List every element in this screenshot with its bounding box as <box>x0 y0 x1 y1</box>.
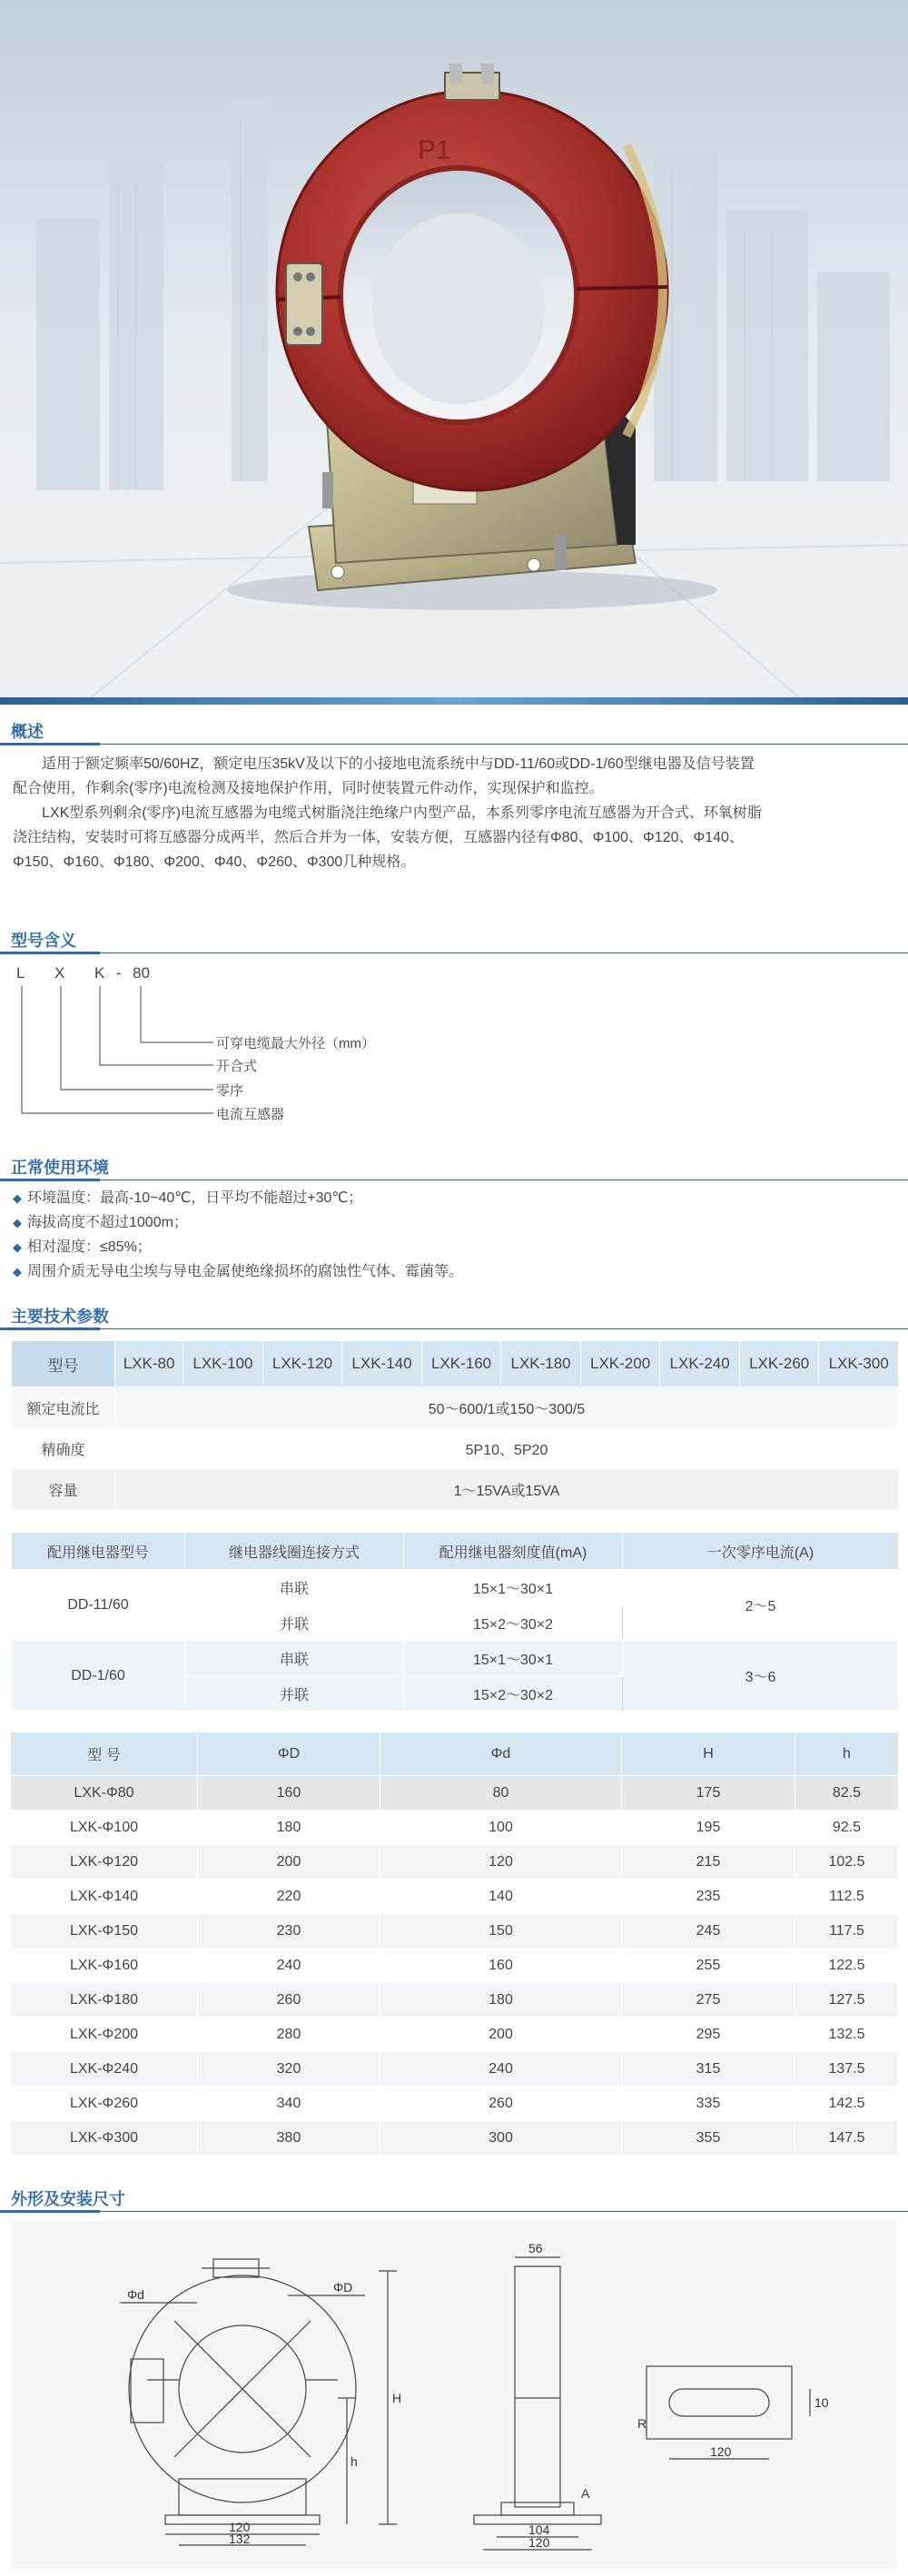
label-side-104: 104 <box>528 2522 550 2537</box>
dimension-cell: 335 <box>622 2087 795 2121</box>
model-letter-x: X <box>54 964 65 982</box>
dimension-cell: 180 <box>380 1983 622 2018</box>
overview-line: 配合使用，作剩余(零序)电流检测及接地保护作用，同时使装置元件动作，实现保护和监控。 <box>13 781 604 796</box>
dimension-cell: LXK-Φ260 <box>11 2087 198 2121</box>
model-letter-k: K <box>94 964 105 982</box>
section-divider <box>0 1179 908 1180</box>
technical-drawing <box>11 2221 897 2569</box>
dimension-cell: 150 <box>380 1914 622 1949</box>
section-divider <box>0 2211 908 2212</box>
dimension-cell: 240 <box>198 1949 380 1983</box>
relay-connection-cell: 并联 <box>185 1605 404 1641</box>
spec-table-header-row <box>12 1341 899 1387</box>
dimension-cell: 160 <box>380 1949 622 1983</box>
dimension-cell: 122.5 <box>795 1949 899 1983</box>
dimension-cell: 260 <box>380 2087 622 2121</box>
dimension-cell: 180 <box>198 1811 380 1845</box>
overview-paragraph-1 <box>13 752 898 801</box>
dimension-table-header-row <box>11 1732 899 1776</box>
section-title-specs: 主要技术参数 <box>11 1308 109 1326</box>
dimension-cell: 340 <box>198 2087 380 2121</box>
model-letter-l: L <box>16 964 25 982</box>
dimension-cell: LXK-Φ180 <box>11 1983 198 2018</box>
dimension-cell: 140 <box>380 1880 622 1914</box>
relay-scale-cell: 15×1～30×1 <box>404 1641 623 1676</box>
relay-row <box>12 1570 899 1605</box>
overview-line: Φ150、Φ160、Φ180、Φ200、Φ40、Φ260、Φ300几种规格。 <box>13 854 416 870</box>
dimension-table-body <box>11 1776 899 2156</box>
dimension-cell: 147.5 <box>795 2121 899 2156</box>
spec-ratio-value: 50～600/1或150～300/5 <box>115 1387 899 1428</box>
dimension-cell: LXK-Φ240 <box>11 2052 198 2087</box>
dimension-row <box>11 1914 899 1949</box>
dimension-cell: 240 <box>380 2052 622 2087</box>
environment-list <box>13 1186 463 1284</box>
dimension-cell: 255 <box>622 1949 795 1983</box>
relay-scale-cell: 15×2～30×2 <box>404 1605 623 1641</box>
relay-scale-cell: 15×1～30×1 <box>404 1570 623 1605</box>
section-title-model-meaning: 型号含义 <box>11 932 76 950</box>
relay-scale-cell: 15×2～30×2 <box>404 1676 623 1712</box>
spec-model-cell: LXK-200 <box>580 1341 660 1387</box>
dimension-cell: LXK-Φ150 <box>11 1914 198 1949</box>
relay-row <box>12 1641 899 1676</box>
section-title-overview: 概述 <box>11 723 44 741</box>
dimension-cell: 142.5 <box>795 2087 899 2121</box>
label-H: H <box>392 2391 402 2405</box>
plate-marking: P1 <box>418 135 451 165</box>
dimension-cell: 200 <box>198 1845 380 1880</box>
model-desc-zero-sequence: 零序 <box>216 1083 244 1099</box>
spec-model-cell: LXK-120 <box>262 1341 342 1387</box>
section-title-dimensions: 外形及安装尺寸 <box>11 2190 125 2208</box>
label-side-56: 56 <box>528 2241 543 2255</box>
overview-line: 适用于额定频率50/60HZ，额定电压35kV及以下的小接地电流系统中与DD-11/60或DD-1/60型继电器及信号装置 <box>42 756 755 772</box>
model-desc-current-transformer: 电流互感器 <box>216 1107 285 1122</box>
dimension-cell: 315 <box>622 2052 795 2087</box>
model-code-diagram <box>0 961 545 1142</box>
spec-row-accuracy <box>12 1428 899 1469</box>
dimension-cell: 112.5 <box>795 1880 899 1914</box>
label-phi-d: Φd <box>127 2287 144 2302</box>
relay-model-cell: DD-1/60 <box>12 1641 185 1712</box>
dimension-cell: 92.5 <box>795 1811 899 1845</box>
overview-line: LXK型系列剩余(零序)电流互感器为电缆式树脂浇注绝缘户内型产品，本系列零序电流互感器为开合式、环氧树脂 <box>42 805 762 821</box>
hero-divider <box>0 697 908 705</box>
relay-header-cell: 配用继电器型号 <box>12 1533 185 1570</box>
spec-model-cell: LXK-140 <box>342 1341 422 1387</box>
dimension-row <box>11 1983 899 2018</box>
dimension-table <box>11 1732 899 2156</box>
spec-model-cell: LXK-160 <box>421 1341 501 1387</box>
relay-current-cell: 2～5 <box>623 1570 899 1641</box>
label-side-A: A <box>581 2486 590 2501</box>
dimension-cell: 175 <box>622 1776 795 1811</box>
dimension-cell: 100 <box>380 1811 622 1845</box>
label-h: h <box>350 2454 358 2469</box>
environment-item: ◆ 海拔高度不超过1000m； <box>13 1210 463 1235</box>
dimension-cell: LXK-Φ120 <box>11 1845 198 1880</box>
dimension-cell: LXK-Φ200 <box>11 2018 198 2052</box>
dimension-cell: 80 <box>380 1776 622 1811</box>
dimension-cell: 117.5 <box>795 1914 899 1949</box>
spec-row-capacity <box>12 1469 899 1510</box>
label-width-120: 120 <box>229 2520 251 2534</box>
spec-model-cell: LXK-260 <box>739 1341 819 1387</box>
dimension-cell: 102.5 <box>795 1845 899 1880</box>
dimension-cell: 230 <box>198 1914 380 1949</box>
dimension-cell: 200 <box>380 2018 622 2052</box>
hero-product-photo <box>0 0 908 697</box>
spec-model-cell: LXK-100 <box>183 1341 263 1387</box>
model-desc-diameter: 可穿电缆最大外径（mm） <box>216 1036 375 1051</box>
dimension-cell: LXK-Φ80 <box>11 1776 198 1811</box>
model-number: 80 <box>133 964 150 982</box>
dimension-cell: LXK-Φ100 <box>11 1811 198 1845</box>
environment-item: ◆ 相对湿度：≤85%； <box>13 1235 463 1259</box>
transformer-illustration <box>0 0 908 697</box>
dimension-cell: 132.5 <box>795 2018 899 2052</box>
dimension-cell: 380 <box>198 2121 380 2156</box>
dimension-cell: 220 <box>198 1880 380 1914</box>
model-desc-split: 开合式 <box>216 1059 258 1074</box>
dimension-cell: LXK-Φ140 <box>11 1880 198 1914</box>
spec-model-cell: LXK-300 <box>819 1341 899 1387</box>
spec-accuracy-value: 5P10、5P20 <box>115 1428 899 1469</box>
dimension-cell: 160 <box>198 1776 380 1811</box>
dimension-header-cell: ΦD <box>198 1732 380 1776</box>
label-slot-R: R <box>637 2416 647 2431</box>
relay-current-cell: 3～6 <box>623 1641 899 1712</box>
label-side-120: 120 <box>528 2535 550 2550</box>
dimension-cell: 137.5 <box>795 2052 899 2087</box>
spec-model-label: 型号 <box>12 1341 115 1387</box>
dimension-cell: 195 <box>622 1811 795 1845</box>
spec-capacity-label: 容量 <box>12 1469 115 1510</box>
relay-header-cell: 继电器线圈连接方式 <box>185 1533 404 1570</box>
spec-model-cell: LXK-180 <box>501 1341 581 1387</box>
spec-table <box>11 1340 899 1510</box>
spec-capacity-value: 1～15VA或15VA <box>115 1469 899 1510</box>
dimension-cell: 235 <box>622 1880 795 1914</box>
spec-row-ratio <box>12 1387 899 1428</box>
spec-ratio-label: 额定电流比 <box>12 1387 115 1428</box>
section-title-environment: 正常使用环境 <box>11 1159 109 1177</box>
dimension-row <box>11 1811 899 1845</box>
dimension-cell: 245 <box>622 1914 795 1949</box>
relay-table <box>11 1532 899 1712</box>
dimension-cell: 295 <box>622 2018 795 2052</box>
section-divider <box>0 744 908 745</box>
dimension-row <box>11 2087 899 2121</box>
dimension-header-cell: H <box>622 1732 795 1776</box>
dimension-cell: 127.5 <box>795 1983 899 2018</box>
dimension-row <box>11 1880 899 1914</box>
label-slot-120: 120 <box>710 2444 732 2459</box>
dimension-cell: 120 <box>380 1845 622 1880</box>
dimension-row <box>11 2121 899 2156</box>
overview-line: 浇注结构，安装时可将互感器分成两半，然后合并为一体，安装方便，互感器内径有Φ80、Φ100、Φ120、Φ140、 <box>13 830 744 845</box>
dimension-cell: 215 <box>622 1845 795 1880</box>
spec-model-cell: LXK-80 <box>115 1341 183 1387</box>
relay-model-cell: DD-11/60 <box>12 1570 185 1641</box>
relay-table-header-row <box>12 1533 899 1570</box>
section-divider <box>0 1328 908 1329</box>
dimension-row <box>11 1776 899 1811</box>
relay-connection-cell: 串联 <box>185 1641 404 1676</box>
dimension-header-cell: 型 号 <box>11 1732 198 1776</box>
dimension-cell: 280 <box>198 2018 380 2052</box>
relay-connection-cell: 串联 <box>185 1570 404 1605</box>
relay-header-cell: 配用继电器刻度值(mA) <box>404 1533 623 1570</box>
environment-item: ◆ 环境温度：最高-10~40℃，日平均不能超过+30℃； <box>13 1186 463 1210</box>
dimension-cell: 355 <box>622 2121 795 2156</box>
spec-model-cell: LXK-240 <box>660 1341 740 1387</box>
dimension-cell: 260 <box>198 1983 380 2018</box>
environment-item: ◆ 周围介质无导电尘埃与导电金属使绝缘损坏的腐蚀性气体、霉菌等。 <box>13 1259 463 1284</box>
model-dash: - <box>116 964 122 982</box>
spec-accuracy-label: 精确度 <box>12 1428 115 1469</box>
dimension-cell: LXK-Φ160 <box>11 1949 198 1983</box>
dimension-cell: LXK-Φ300 <box>11 2121 198 2156</box>
dimension-cell: 300 <box>380 2121 622 2156</box>
relay-connection-cell: 并联 <box>185 1676 404 1712</box>
relay-header-cell: 一次零序电流(A) <box>623 1533 899 1570</box>
label-width-132: 132 <box>229 2532 251 2546</box>
dimension-header-cell: Φd <box>380 1732 622 1776</box>
dimension-row <box>11 1845 899 1880</box>
dimension-cell: 320 <box>198 2052 380 2087</box>
label-phi-D: ΦD <box>333 2280 353 2295</box>
dimension-row <box>11 1949 899 1983</box>
label-slot-10: 10 <box>814 2395 829 2410</box>
dimension-header-cell: h <box>795 1732 899 1776</box>
overview-paragraph-2 <box>13 801 898 874</box>
dimension-cell: 275 <box>622 1983 795 2018</box>
dimension-cell: 82.5 <box>795 1776 899 1811</box>
dimension-row <box>11 2018 899 2052</box>
dimension-drawing <box>11 2221 897 2569</box>
dimension-row <box>11 2052 899 2087</box>
section-divider <box>0 952 908 953</box>
